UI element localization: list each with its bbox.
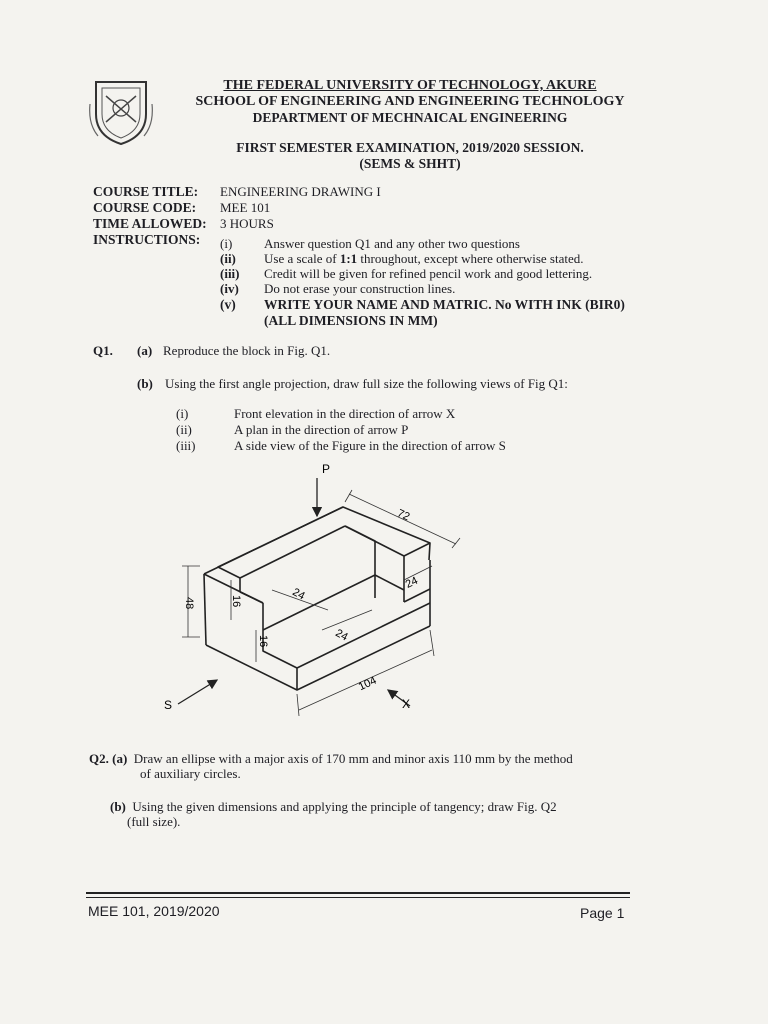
university-name: THE FEDERAL UNIVERSITY OF TECHNOLOGY, AKURE [223,78,597,93]
q1-view-item: (iii) A side view of the Figure in the direction of arrow S [176,438,506,453]
q2-part-a: Q2. (a) Draw an ellipse with a major axis of 170 mm and minor axis 110 mm by the method [89,751,573,766]
dim-24-mid: 24 [333,627,350,644]
label-s: S [164,698,173,712]
dim-16-lower: 16 [257,635,269,648]
q2-label: Q2. [89,751,109,766]
q1-view-item: (ii) A plan in the direction of arrow P [176,422,409,437]
dim-104: 104 [356,674,379,694]
instruction-item: (ALL DIMENSIONS IN MM) [264,313,438,328]
q2-part-a-cont: of auxiliary circles. [140,766,241,781]
school-name: SCHOOL OF ENGINEERING AND ENGINEERING TECHNOLOGY [195,94,625,109]
instruction-item: (iv) Do not erase your construction lines. [220,281,456,296]
label-p: P [322,462,331,476]
instructions-label: INSTRUCTIONS: [93,232,201,247]
footer-rule-thin [86,897,630,898]
footer-page-number: Page 1 [580,905,625,921]
footer-course: MEE 101, 2019/2020 [88,903,220,919]
q1-label: Q1. [93,343,113,358]
dim-24-side: 24 [403,574,420,591]
footer-rule [86,892,630,894]
course-code-label: COURSE CODE: [93,200,197,215]
instruction-item: (i) Answer question Q1 and any other two questions [220,236,520,251]
q1-part-b: (b) Using the first angle projection, draw full size the following views of Fig Q1: [137,376,568,391]
q1-part-a: Q1. (a) Reproduce the block in Fig. Q1. [93,343,331,358]
time-allowed-label: TIME ALLOWED: [93,216,207,231]
q2-part-b-cont: (full size). [127,814,181,829]
label-x: X [402,697,411,711]
department-name: DEPARTMENT OF MECHNAICAL ENGINEERING [252,110,568,125]
q2-part-b: (b) Using the given dimensions and applying the principle of tangency; draw Fig. Q2 [110,799,557,814]
instruction-item: (ii) Use a scale of 1:1 throughout, except where otherwise stated. [220,251,584,266]
arrow-s-icon [178,680,217,704]
exam-session: (SEMS & SHHT) [359,156,461,171]
exam-title: FIRST SEMESTER EXAMINATION, 2019/2020 SESSION. [236,140,584,155]
time-allowed-value: 3 HOURS [220,216,274,231]
dim-24-top: 24 [290,586,307,603]
instruction-item: (iii) Credit will be given for refined pencil work and good lettering. [220,266,593,281]
dim-72: 72 [395,507,412,524]
instruction-item: (v) WRITE YOUR NAME AND MATRIC. No WITH INK (BIR0) [220,297,625,312]
dim-16-upper: 16 [230,595,242,608]
dim-48: 48 [183,597,195,610]
q1-view-item: (i) Front elevation in the direction of arrow X [176,406,456,421]
course-title-value: ENGINEERING DRAWING I [220,184,381,199]
course-title-label: COURSE TITLE: [93,184,199,199]
course-code-value: MEE 101 [220,200,271,215]
